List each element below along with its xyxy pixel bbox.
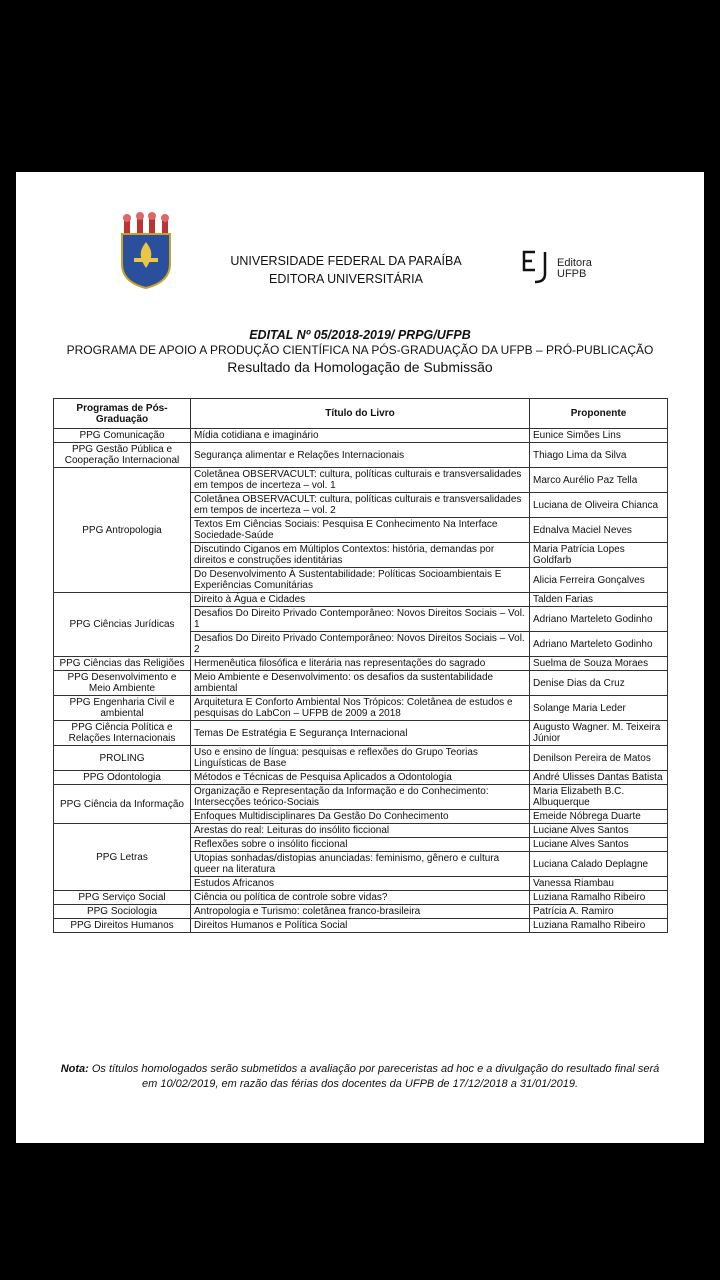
proponent-cell: Luciana Calado Deplagne: [530, 852, 668, 877]
table-row: [54, 429, 668, 443]
program-title: PROGRAMA DE APOIO A PRODUÇÃO CIENTÍFICA NA PÓS-GRADUAÇÃO DA UFPB – PRÓ-PUBLICAÇÃO: [66, 343, 654, 357]
header-programs: Programas de Pós-Graduação: [54, 399, 191, 429]
logo-text-editora: Editora: [557, 257, 592, 269]
book-title-cell: Meio Ambiente e Desenvolvimento: os desafios da sustentabilidade ambiental: [191, 671, 530, 696]
table-header-row: [54, 399, 668, 429]
book-title-cell: Arquitetura E Conforto Ambiental Nos Trópicos: Coletânea de estudos e pesquisas do LabCon – UFPB de 2009 a 2018: [191, 696, 530, 721]
proponent-cell: Denise Dias da Cruz: [530, 671, 668, 696]
proponent-cell: Luciane Alves Santos: [530, 824, 668, 838]
book-title-cell: Textos Em Ciências Sociais: Pesquisa E Conhecimento Na Interface Sociedade-Saúde: [191, 518, 530, 543]
book-title-cell: Direito à Água e Cidades: [191, 593, 530, 607]
table-row: [54, 891, 668, 905]
proponent-cell: Solange Maria Leder: [530, 696, 668, 721]
program-cell: PPG Letras: [54, 824, 191, 891]
table-row: [54, 671, 668, 696]
program-cell: PPG Antropologia: [54, 468, 191, 593]
submissions-table: [53, 398, 668, 933]
proponent-cell: Adriano Marteleto Godinho: [530, 607, 668, 632]
book-title-cell: Direitos Humanos e Política Social: [191, 919, 530, 933]
proponent-cell: Vanessa Riambau: [530, 877, 668, 891]
book-title-cell: Hermenêutica filosófica e literária nas representações do sagrado: [191, 657, 530, 671]
book-title-cell: Antropologia e Turismo: coletânea franco-brasileira: [191, 905, 530, 919]
proponent-cell: Luciana de Oliveira Chianca: [530, 493, 668, 518]
table-row: [54, 468, 668, 493]
table-row: [54, 593, 668, 607]
book-title-cell: Mídia cotidiana e imaginário: [191, 429, 530, 443]
program-cell: PPG Ciências das Religiões: [54, 657, 191, 671]
book-title-cell: Coletânea OBSERVACULT: cultura, políticas culturais e transversalidades em tempos de incerteza – vol. 2: [191, 493, 530, 518]
book-title-cell: Estudos Africanos: [191, 877, 530, 891]
program-cell: PPG Ciência da Informação: [54, 785, 191, 824]
institution-header: [226, 252, 466, 288]
program-cell: PROLING: [54, 746, 191, 771]
proponent-cell: Marco Aurélio Paz Tella: [530, 468, 668, 493]
proponent-cell: Talden Farias: [530, 593, 668, 607]
table-row: [54, 696, 668, 721]
table-row: [54, 443, 668, 468]
ufpb-crest-logo: [118, 212, 174, 290]
book-title-cell: Uso e ensino de língua: pesquisas e reflexões do Grupo Teorias Linguísticas de Base: [191, 746, 530, 771]
table-row: [54, 771, 668, 785]
proponent-cell: Eunice Simões Lins: [530, 429, 668, 443]
result-title: Resultado da Homologação de Submissão: [227, 359, 493, 375]
proponent-cell: Augusto Wagner. M. Teixeira Júnior: [530, 721, 668, 746]
book-title-cell: Reflexões sobre o insólito ficcional: [191, 838, 530, 852]
program-cell: PPG Engenharia Civil e ambiental: [54, 696, 191, 721]
document-page: [16, 172, 704, 1143]
header-book-title: Título do Livro: [191, 399, 530, 429]
table-row: [54, 746, 668, 771]
edital-title: EDITAL Nº 05/2018-2019/ PRPG/UFPB: [249, 328, 471, 342]
program-cell: PPG Sociologia: [54, 905, 191, 919]
book-title-cell: Enfoques Multidisciplinares Da Gestão Do Conhecimento: [191, 810, 530, 824]
university-name: UNIVERSIDADE FEDERAL DA PARAÍBA: [230, 254, 462, 268]
program-cell: PPG Gestão Pública e Cooperação Internacional: [54, 443, 191, 468]
proponent-cell: Adriano Marteleto Godinho: [530, 632, 668, 657]
press-name: EDITORA UNIVERSITÁRIA: [269, 272, 423, 286]
book-title-cell: Desafios Do Direito Privado Contemporâneo: Novos Direitos Sociais – Vol. 1: [191, 607, 530, 632]
program-cell: PPG Desenvolvimento e Meio Ambiente: [54, 671, 191, 696]
footer-note: [56, 1062, 664, 1092]
proponent-cell: Maria Patrícia Lopes Goldfarb: [530, 543, 668, 568]
logo-text-ufpb: UFPB: [557, 268, 587, 280]
program-cell: PPG Direitos Humanos: [54, 919, 191, 933]
table-row: [54, 919, 668, 933]
book-title-cell: Desafios Do Direito Privado Contemporâneo: Novos Direitos Sociais – Vol. 2: [191, 632, 530, 657]
proponent-cell: Luziana Ramalho Ribeiro: [530, 919, 668, 933]
proponent-cell: Suelma de Souza Moraes: [530, 657, 668, 671]
book-title-cell: Organização e Representação da Informação e do Conhecimento: Intersecções teórico-Sociais: [191, 785, 530, 810]
proponent-cell: Ednalva Maciel Neves: [530, 518, 668, 543]
proponent-cell: Alicia Ferreira Gonçalves: [530, 568, 668, 593]
program-cell: PPG Ciências Jurídicas: [54, 593, 191, 657]
program-cell: PPG Comunicação: [54, 429, 191, 443]
book-title-cell: Do Desenvolvimento À Sustentabilidade: Políticas Socioambientais E Experiências Comunitárias: [191, 568, 530, 593]
proponent-cell: Emeide Nóbrega Duarte: [530, 810, 668, 824]
table-body: [54, 429, 668, 933]
proponent-cell: Luziana Ramalho Ribeiro: [530, 891, 668, 905]
book-title-cell: Coletânea OBSERVACULT: cultura, políticas culturais e transversalidades em tempos de incerteza – vol. 1: [191, 468, 530, 493]
book-title-cell: Temas De Estratégia E Segurança Internacional: [191, 721, 530, 746]
book-title-cell: Ciência ou política de controle sobre vidas?: [191, 891, 530, 905]
note-text: Os títulos homologados serão submetidos a avaliação por pareceristas ad hoc e a divulgação do resultado final será em 10/02/2019, em razão das férias dos docentes da UFPB de 17/12/2018 a 31/01/2019.: [91, 1063, 660, 1090]
book-title-cell: Discutindo Ciganos em Múltiplos Contextos: história, demandas por direitos e construções identitárias: [191, 543, 530, 568]
editora-ufpb-logo: [521, 248, 605, 284]
proponent-cell: Denilson Pereira de Matos: [530, 746, 668, 771]
table-row: [54, 785, 668, 810]
program-cell: PPG Odontologia: [54, 771, 191, 785]
ej-logo-mark-icon: [521, 248, 555, 284]
proponent-cell: Maria Elizabeth B.C. Albuquerque: [530, 785, 668, 810]
proponent-cell: André Ulisses Dantas Batista: [530, 771, 668, 785]
proponent-cell: Luciane Alves Santos: [530, 838, 668, 852]
book-title-cell: Segurança alimentar e Relações Internacionais: [191, 443, 530, 468]
program-cell: PPG Serviço Social: [54, 891, 191, 905]
book-title-cell: Arestas do real: Leituras do insólito ficcional: [191, 824, 530, 838]
table-row: [54, 721, 668, 746]
table-row: [54, 824, 668, 838]
proponent-cell: Patrícia A. Ramiro: [530, 905, 668, 919]
program-cell: PPG Ciência Política e Relações Internacionais: [54, 721, 191, 746]
header-proponent: Proponente: [530, 399, 668, 429]
table-row: [54, 657, 668, 671]
book-title-cell: Métodos e Técnicas de Pesquisa Aplicados a Odontologia: [191, 771, 530, 785]
proponent-cell: Thiago Lima da Silva: [530, 443, 668, 468]
note-label: Nota:: [60, 1063, 89, 1075]
table-row: [54, 905, 668, 919]
book-title-cell: Utopias sonhadas/distopias anunciadas: feminismo, gênero e cultura queer na literatura: [191, 852, 530, 877]
